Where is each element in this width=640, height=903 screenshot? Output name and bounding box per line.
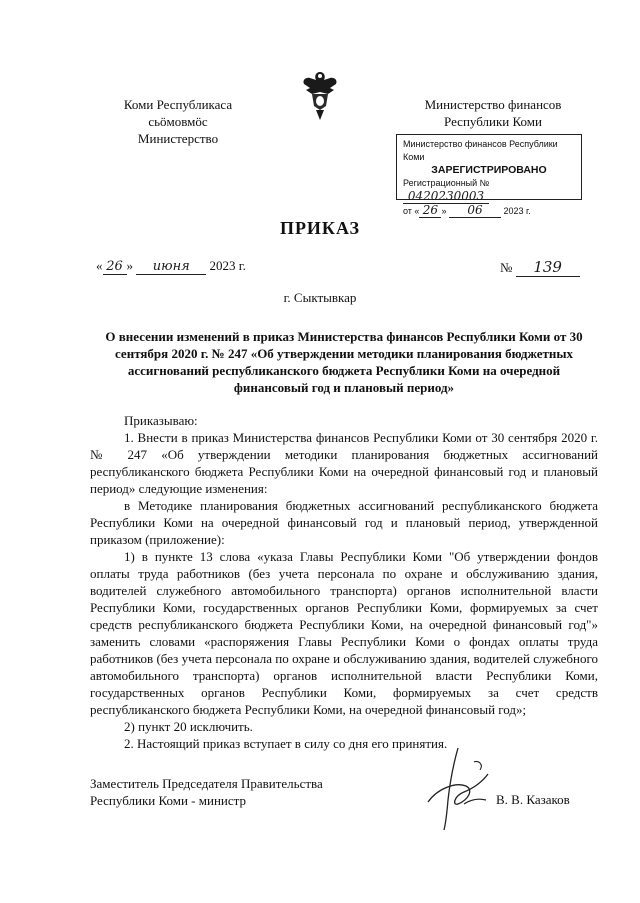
order-body <box>90 412 598 752</box>
header-right-line1: Министерство финансов <box>424 97 562 112</box>
number-value: 139 <box>516 258 580 277</box>
stamp-reg-number: 0420230003 <box>403 190 489 204</box>
body-paragraph-2: 1. Внести в приказ Министерства финансов Республики Коми от 30 сентября 2020 г. № 247 «Об утверждении методики планирования бюджетных ассигнований республиканского бюджета Республики Коми на очередной финансовый год и плановый период» следующие изменения: <box>90 430 598 496</box>
header-left-line3: Министерство <box>137 131 219 146</box>
body-paragraph-4: 1) в пункте 13 слова «указа Главы Республики Коми "Об утверждении фондов оплаты труда работников (без учета персонала по охране и обслуживанию здания, водителей служебного автомобильного транспорта) органов исполнительной власти Республики Коми, государственных органов Республики Коми, формируемых за счет средств республиканского бюджета Республики Коми, на очередной финансовый год"» заменить словами «распоряжения Главы Республики Коми о фондах оплаты труда работников (без учета персонала по охране и обслуживанию здания, водителей служебного автомобильного транспорта) органов исполнительной власти Республики Коми, государственных органов Республики Коми, формируемых за счет средств республиканского бюджета Республики Коми, на очередной финансовый год»; <box>90 549 598 717</box>
header-left-line2: сьӧмовмӧс <box>148 114 208 129</box>
stamp-month: 06 <box>449 204 501 218</box>
order-date <box>96 258 246 275</box>
city: г. Сыктывкар <box>283 290 357 305</box>
number-label: № <box>500 260 513 275</box>
stamp-day: 26 <box>419 204 441 218</box>
header-left <box>96 96 260 147</box>
signer-position <box>90 775 323 809</box>
date-close-quote: » <box>126 258 133 273</box>
header-left-line1: Коми Республикаса <box>123 97 233 112</box>
document-title: ПРИКАЗ <box>279 218 361 238</box>
coat-of-arms-emblem-icon <box>300 68 340 122</box>
body-paragraph-5: 2) пункт 20 исключить. <box>124 719 253 734</box>
date-day: 26 <box>103 259 127 275</box>
signature-icon <box>408 742 518 834</box>
date-month: июня <box>136 259 206 275</box>
stamp-month-sep: » <box>441 206 447 216</box>
stamp-org: Министерство финансов Республики Коми <box>403 139 558 162</box>
signer-line2: Республики Коми - министр <box>90 793 246 808</box>
registration-stamp <box>396 134 582 217</box>
body-paragraph-3: в Методике планирования бюджетных ассигнований республиканского бюджета Республики Коми на очередной финансовый год и плановый период, утвержденной приказом (приложение): <box>90 498 598 547</box>
stamp-year: 2023 г. <box>503 206 531 216</box>
date-year: 2023 г. <box>209 258 246 273</box>
stamp-reg-line <box>403 177 575 204</box>
stamp-status: ЗАРЕГИСТРИРОВАНО <box>431 164 547 176</box>
order-number <box>500 258 580 277</box>
header-right <box>398 96 588 130</box>
stamp-reg-label: Регистрационный № <box>403 178 490 188</box>
signer-line1: Заместитель Председателя Правительства <box>90 776 323 791</box>
stamp-from-label: от « <box>403 206 420 216</box>
body-paragraph-6: 2. Настоящий приказ вступает в силу со дня его принятия. <box>124 736 448 751</box>
body-paragraph-1: Приказываю: <box>124 413 198 428</box>
header-right-line2: Республики Коми <box>444 114 542 129</box>
order-subject: О внесении изменений в приказ Министерства финансов Республики Коми от 30 сентября 2020 г. № 247 «Об утверждении методики планирования бюджетных ассигнований республиканского бюджета Республики Коми на очередной финансовый год и плановый период» <box>105 329 583 395</box>
stamp-date-line <box>403 204 575 218</box>
signer-name: В. В. Казаков <box>496 792 570 807</box>
date-open-quote: « <box>96 258 103 273</box>
